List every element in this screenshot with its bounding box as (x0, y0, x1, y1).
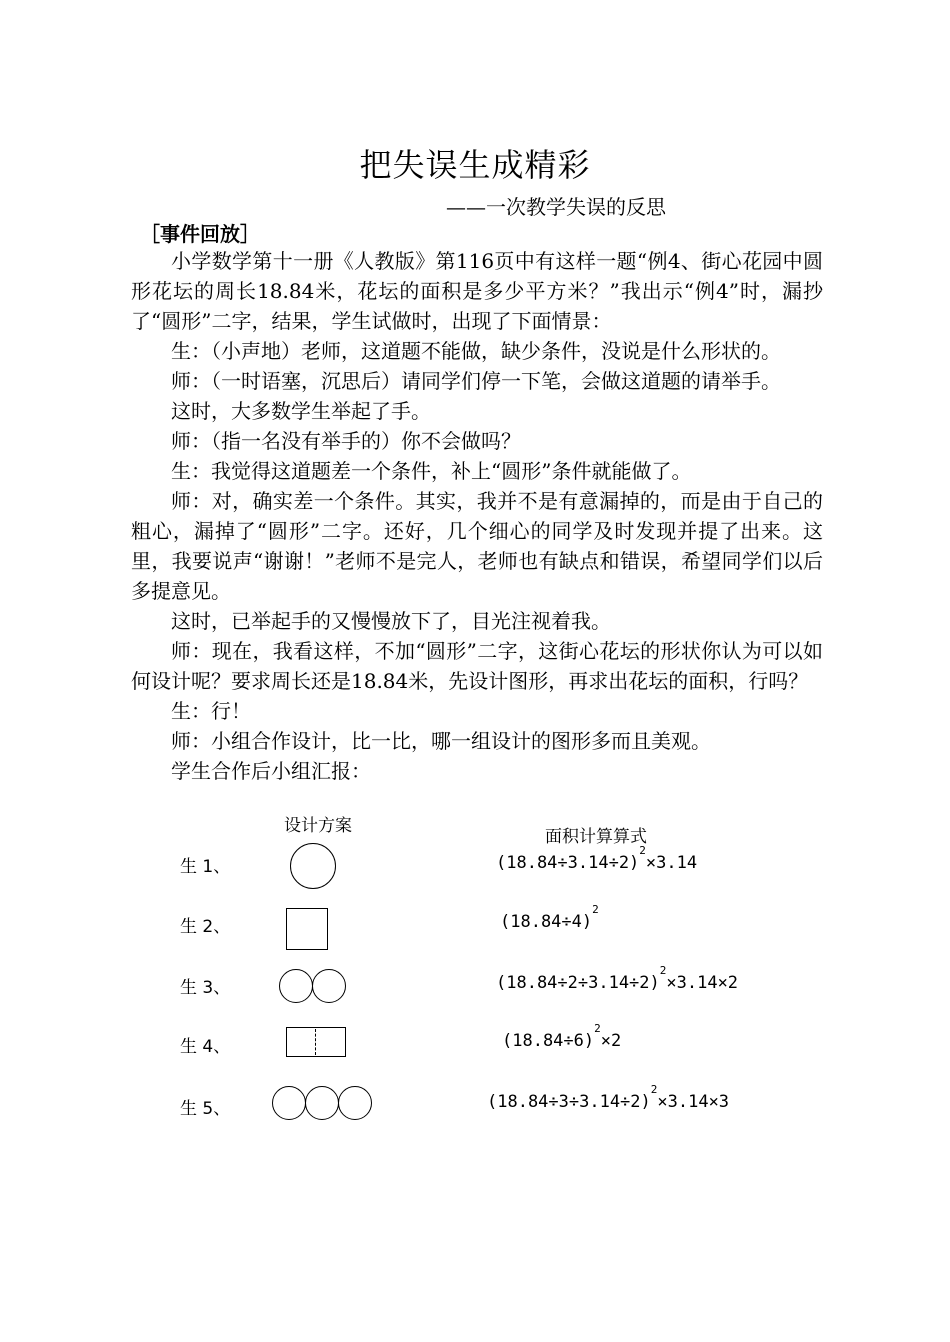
row-label: 生 2、 (180, 917, 231, 937)
paragraph: 师：对，确实差一个条件。其实，我并不是有意漏掉的，而是由于自己的粗心，漏掉了“圆形”二字。还好，几个细心的同学及时发现并提了出来。这里，我要说声“谢谢！”老师不是完人，老师也有缺点和错误，希望同学们以后多提意见。 (131, 489, 823, 603)
formula-base: (18.84÷3.14÷2) (496, 853, 640, 873)
rectangle-shape (286, 1027, 346, 1057)
paragraph: 师：现在，我看这样，不加“圆形”二字，这街心花坛的形状你认为可以如何设计呢？要求周长还是18.84米，先设计图形，再求出花坛的面积，行吗？ (131, 639, 823, 693)
circle-shape (272, 1086, 306, 1120)
paragraph: 师：小组合作设计，比一比，哪一组设计的图形多而且美观。 (171, 729, 711, 753)
formula-base: (18.84÷2÷3.14÷2) (496, 973, 660, 993)
circle-shape (305, 1086, 339, 1120)
formula-base: (18.84÷3÷3.14÷2) (487, 1092, 651, 1112)
area-formula (500, 903, 599, 932)
formula-exponent: 2 (592, 903, 599, 916)
area-formula (502, 1022, 622, 1051)
formula-column-header: 面积计算算式 (545, 827, 647, 847)
formula-exponent: 2 (650, 1083, 658, 1096)
paragraph: 这时，大多数学生举起了手。 (171, 399, 431, 423)
formula-exponent: 2 (639, 844, 646, 857)
row-label: 生 3、 (180, 978, 231, 998)
paragraph: 学生合作后小组汇报： (171, 759, 371, 783)
area-formula (496, 844, 698, 873)
paragraph: 小学数学第十一册《人教版》第116页中有这样一题“例4、街心花园中圆形花坛的周长18.84米，花坛的面积是多少平方米？”我出示“例4”时，漏抄了“圆形”二字，结果，学生试做时，出现了下面情景： (131, 249, 823, 333)
square-shape (286, 908, 328, 950)
paragraph: 师：（一时语塞，沉思后）请同学们停一下笔，会做这道题的请举手。 (171, 369, 781, 393)
paragraph: 生：行！ (171, 699, 251, 723)
paragraph: 师：（指一名没有举手的）你不会做吗？ (171, 429, 521, 453)
circle-shape (290, 843, 336, 889)
row-label: 生 4、 (180, 1037, 231, 1057)
area-formula (496, 964, 739, 993)
paragraph: 生：我觉得这道题差一个条件，补上“圆形”条件就能做了。 (171, 459, 692, 483)
page-title: 把失误生成精彩 (359, 146, 591, 184)
formula-tail: ×3.14×2 (666, 973, 739, 993)
design-column-header: 设计方案 (284, 816, 352, 836)
row-label: 生 1、 (180, 857, 231, 877)
formula-tail: ×2 (600, 1031, 622, 1051)
formula-tail: ×3.14×3 (657, 1092, 730, 1112)
area-formula (487, 1083, 730, 1112)
rectangle-divider (315, 1029, 316, 1055)
formula-base: (18.84÷4) (500, 912, 593, 932)
page-subtitle: ——一次教学失误的反思 (446, 195, 666, 219)
row-label: 生 5、 (180, 1099, 231, 1119)
section-heading: ［事件回放］ (140, 222, 260, 246)
formula-exponent: 2 (659, 964, 667, 977)
circle-shape (338, 1086, 372, 1120)
paragraph: 这时，已举起手的又慢慢放下了，目光注视着我。 (171, 609, 611, 633)
body-text (131, 246, 823, 786)
formula-base: (18.84÷6) (502, 1031, 595, 1051)
formula-exponent: 2 (594, 1022, 601, 1035)
circle-shape (279, 969, 313, 1003)
circle-shape (312, 969, 346, 1003)
paragraph: 生：（小声地）老师，这道题不能做，缺少条件，没说是什么形状的。 (171, 339, 781, 363)
formula-tail: ×3.14 (645, 853, 698, 873)
